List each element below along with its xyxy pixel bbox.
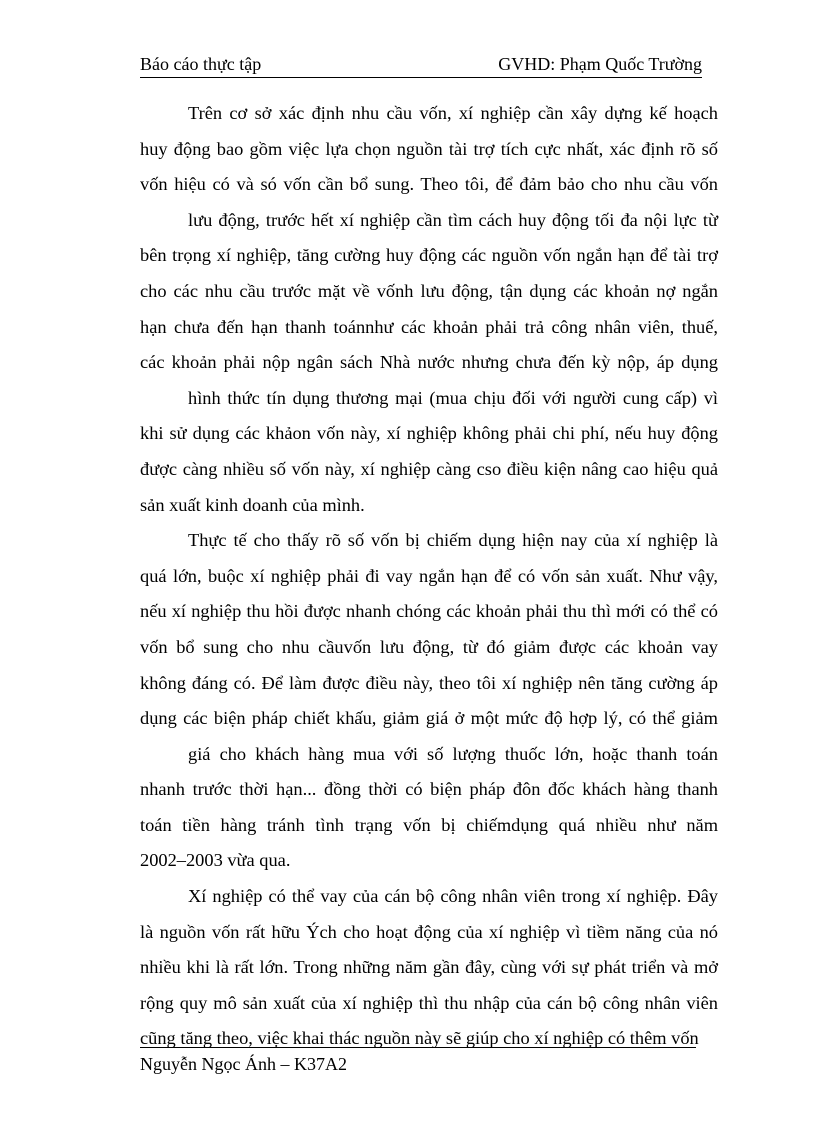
text-line: giá cho khách hàng mua với số lượng thuốc lớn, hoặc thanh toán <box>188 743 718 764</box>
text-line: 2002–2003 vừa qua. <box>140 850 291 871</box>
text-line: nếu xí nghiệp thu hồi được nhanh chóng các khoản phải thu thì mới có thể có <box>140 601 718 622</box>
text-line: cũng tăng theo, việc khai thác nguồn này sẽ giúp cho xí nghiệp có thêm vốn <box>140 1028 699 1049</box>
text-line: hình thức tín dụng thương mại (mua chịu đối với người cung cấp) vì <box>188 387 718 408</box>
text-line: bên trọng xí nghiệp, tăng cường huy động các nguồn vốn ngắn hạn để tài trợ <box>140 245 718 266</box>
document-body <box>140 96 718 1057</box>
text-line: vốn bổ sung cho nhu cầuvốn lưu động, từ đó giảm được các khoản vay <box>140 636 718 657</box>
text-line: khi sử dụng các khảon vốn này, xí nghiệp không phải chi phí, nếu huy động <box>140 423 718 444</box>
text-line: là nguồn vốn rất hữu Ých cho hoạt động của xí nghiệp vì tiềm năng của nó <box>140 921 718 942</box>
text-line: không đáng có. Để làm được điều này, theo tôi xí nghiệp nên tăng cường áp <box>140 672 718 693</box>
text-line: huy động bao gồm việc lựa chọn nguồn tài trợ tích cực nhất, xác định rõ số <box>140 138 718 159</box>
text-line: lưu động, trước hết xí nghiệp cần tìm cách huy động tối đa nội lực từ <box>188 209 718 230</box>
text-line: Thực tế cho thấy rõ số vốn bị chiếm dụng hiện nay của xí nghiệp là <box>188 530 718 551</box>
text-line: toán tiền hàng tránh tình trạng vốn bị chiếmdụng quá nhiều như năm <box>140 814 718 835</box>
text-line: nhiều khi là rất lớn. Trong những năm gần đây, cùng với sự phát triển và mở <box>140 957 718 978</box>
text-line: dụng các biện pháp chiết khấu, giảm giá ở một mức độ hợp lý, có thể giảm <box>140 708 718 729</box>
header-report-title: Báo cáo thực tập <box>140 54 262 74</box>
text-line: rộng quy mô sản xuất của xí nghiệp thì thu nhập của cán bộ công nhân viên <box>140 992 718 1013</box>
text-line: vốn hiệu có và só vốn cần bổ sung. Theo tôi, để đảm bảo cho nhu cầu vốn <box>140 174 718 195</box>
footer-divider <box>140 1047 696 1048</box>
text-line: nhanh trước thời hạn... đồng thời có biện pháp đôn đốc khách hàng thanh <box>140 779 718 800</box>
text-line: cho các nhu cầu trước mặt về vốnh lưu động, tận dụng các khoản nợ ngắn <box>140 280 718 301</box>
header-supervisor: GVHD: Phạm Quốc Trường <box>498 54 702 74</box>
page-footer: Nguyễn Ngọc Ánh – K37A2 <box>140 1054 347 1074</box>
text-line: sản xuất kinh doanh của mình. <box>140 494 365 515</box>
text-line: được càng nhiều số vốn này, xí nghiệp càng cso điều kiện nâng cao hiệu quả <box>140 458 718 479</box>
text-line: Xí nghiệp có thể vay của cán bộ công nhân viên trong xí nghiệp. Đây <box>188 886 718 907</box>
page-header <box>140 53 702 78</box>
text-line: các khoản phải nộp ngân sách Nhà nước nhưng chưa đến kỳ nộp, áp dụng <box>140 352 718 373</box>
text-line: hạn chưa đến hạn thanh toánnhư các khoản phải trả công nhân viên, thuế, <box>140 316 718 337</box>
text-line: quá lớn, buộc xí nghiệp phải đi vay ngắn hạn để có vốn sản xuất. Như vậy, <box>140 565 718 586</box>
text-line: Trên cơ sở xác định nhu cầu vốn, xí nghiệp cần xây dựng kế hoạch <box>188 103 718 123</box>
